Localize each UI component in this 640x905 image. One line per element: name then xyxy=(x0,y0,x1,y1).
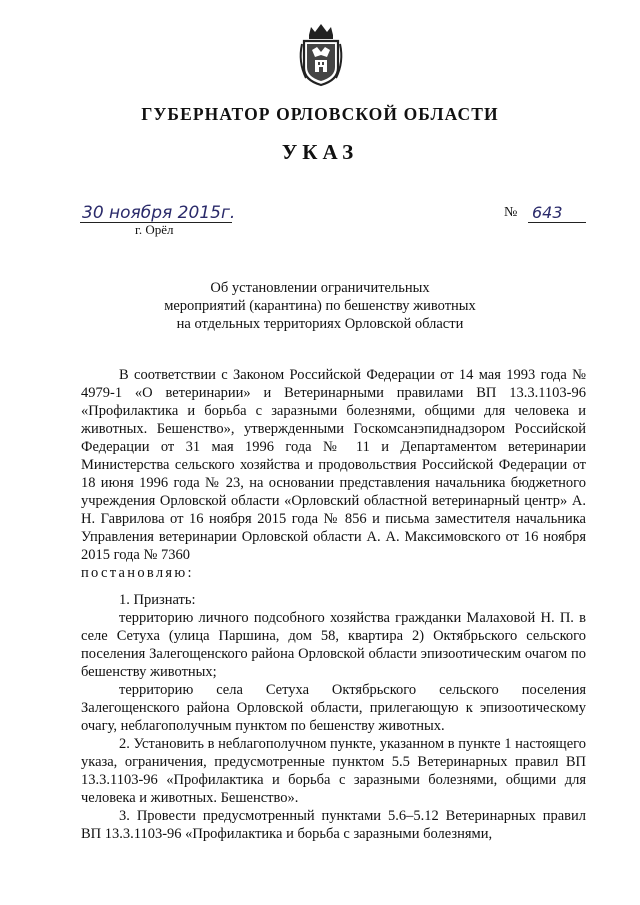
document-date: 30 ноября 2015г. xyxy=(82,203,236,223)
title-line: мероприятий (карантина) по бешенству животных xyxy=(164,298,476,314)
document-body xyxy=(81,366,586,843)
title-line: Об установлении ограничительных xyxy=(210,280,430,296)
item-1-paragraph-b: территорию села Сетуха Октябрьского сельского поселения Залегощенского района Орловской области, прилегающую к эпизоотическому очагу, неблагополучным пунктом по бешенству животных. xyxy=(81,682,586,734)
number-label: № xyxy=(504,205,518,220)
document-type: УКАЗ xyxy=(281,140,359,164)
item-3-paragraph: 3. Провести предусмотренный пунктами 5.6–5.12 Ветеринарных правил ВП 13.3.1103-96 «Профилактика и борьба с заразными болезнями, xyxy=(81,808,586,842)
document-title xyxy=(0,279,640,333)
issuing-authority: ГУБЕРНАТОР ОРЛОВСКОЙ ОБЛАСТИ xyxy=(141,104,499,124)
document-number: 643 xyxy=(532,203,563,222)
item-1-heading: 1. Признать: xyxy=(119,592,196,608)
document-city: г. Орёл xyxy=(135,222,174,237)
item-2-paragraph: 2. Установить в неблагополучном пункте, указанном в пункте 1 настоящего указа, ограничения, предусмотренные пунктом 5.5 Ветеринарных правил ВП 13.3.1103-96 «Профилактика и борьба с заразными болезнями, общими для человека и животных. Бешенство». xyxy=(81,736,586,806)
preamble-paragraph: В соответствии с Законом Российской Федерации от 14 мая 1993 года № 4979-1 «О ветеринарии» и Ветеринарными правилами ВП 13.3.1103-96 «Профилактика и борьба с заразными болезнями, общими для человека и животных. Бешенство», утвержденными Госкомсанэпиднадзором Российской Федерации от 31 мая 1996 года № 11 и Департаментом ветеринарии Министерства сельского хозяйства и продовольствия Российской Федерации от 18 июня 1996 года № 23, на основании представления начальника бюджетного учреждения Орловской области «Орловский областной ветеринарный центр» А. Н. Гаврилова от 16 ноября 2015 года № 856 и письма заместителя начальника Управления ветеринарии Орловской области А. А. Максимовского от 16 ноября 2015 года № 7360 xyxy=(81,367,586,563)
number-underline xyxy=(528,222,586,223)
decree-word: постановляю: xyxy=(81,565,194,581)
item-1-paragraph-a: территорию личного подсобного хозяйства гражданки Малаховой Н. П. в селе Сетуха (улица Паршина, дом 58, квартира 2) Октябрьского сельского поселения Залегощенского района Орловской области эпизоотическим очагом по бешенству животных; xyxy=(81,610,586,680)
orel-oblast-coat-of-arms-icon xyxy=(296,22,346,88)
title-line: на отдельных территориях Орловской области xyxy=(176,316,464,332)
